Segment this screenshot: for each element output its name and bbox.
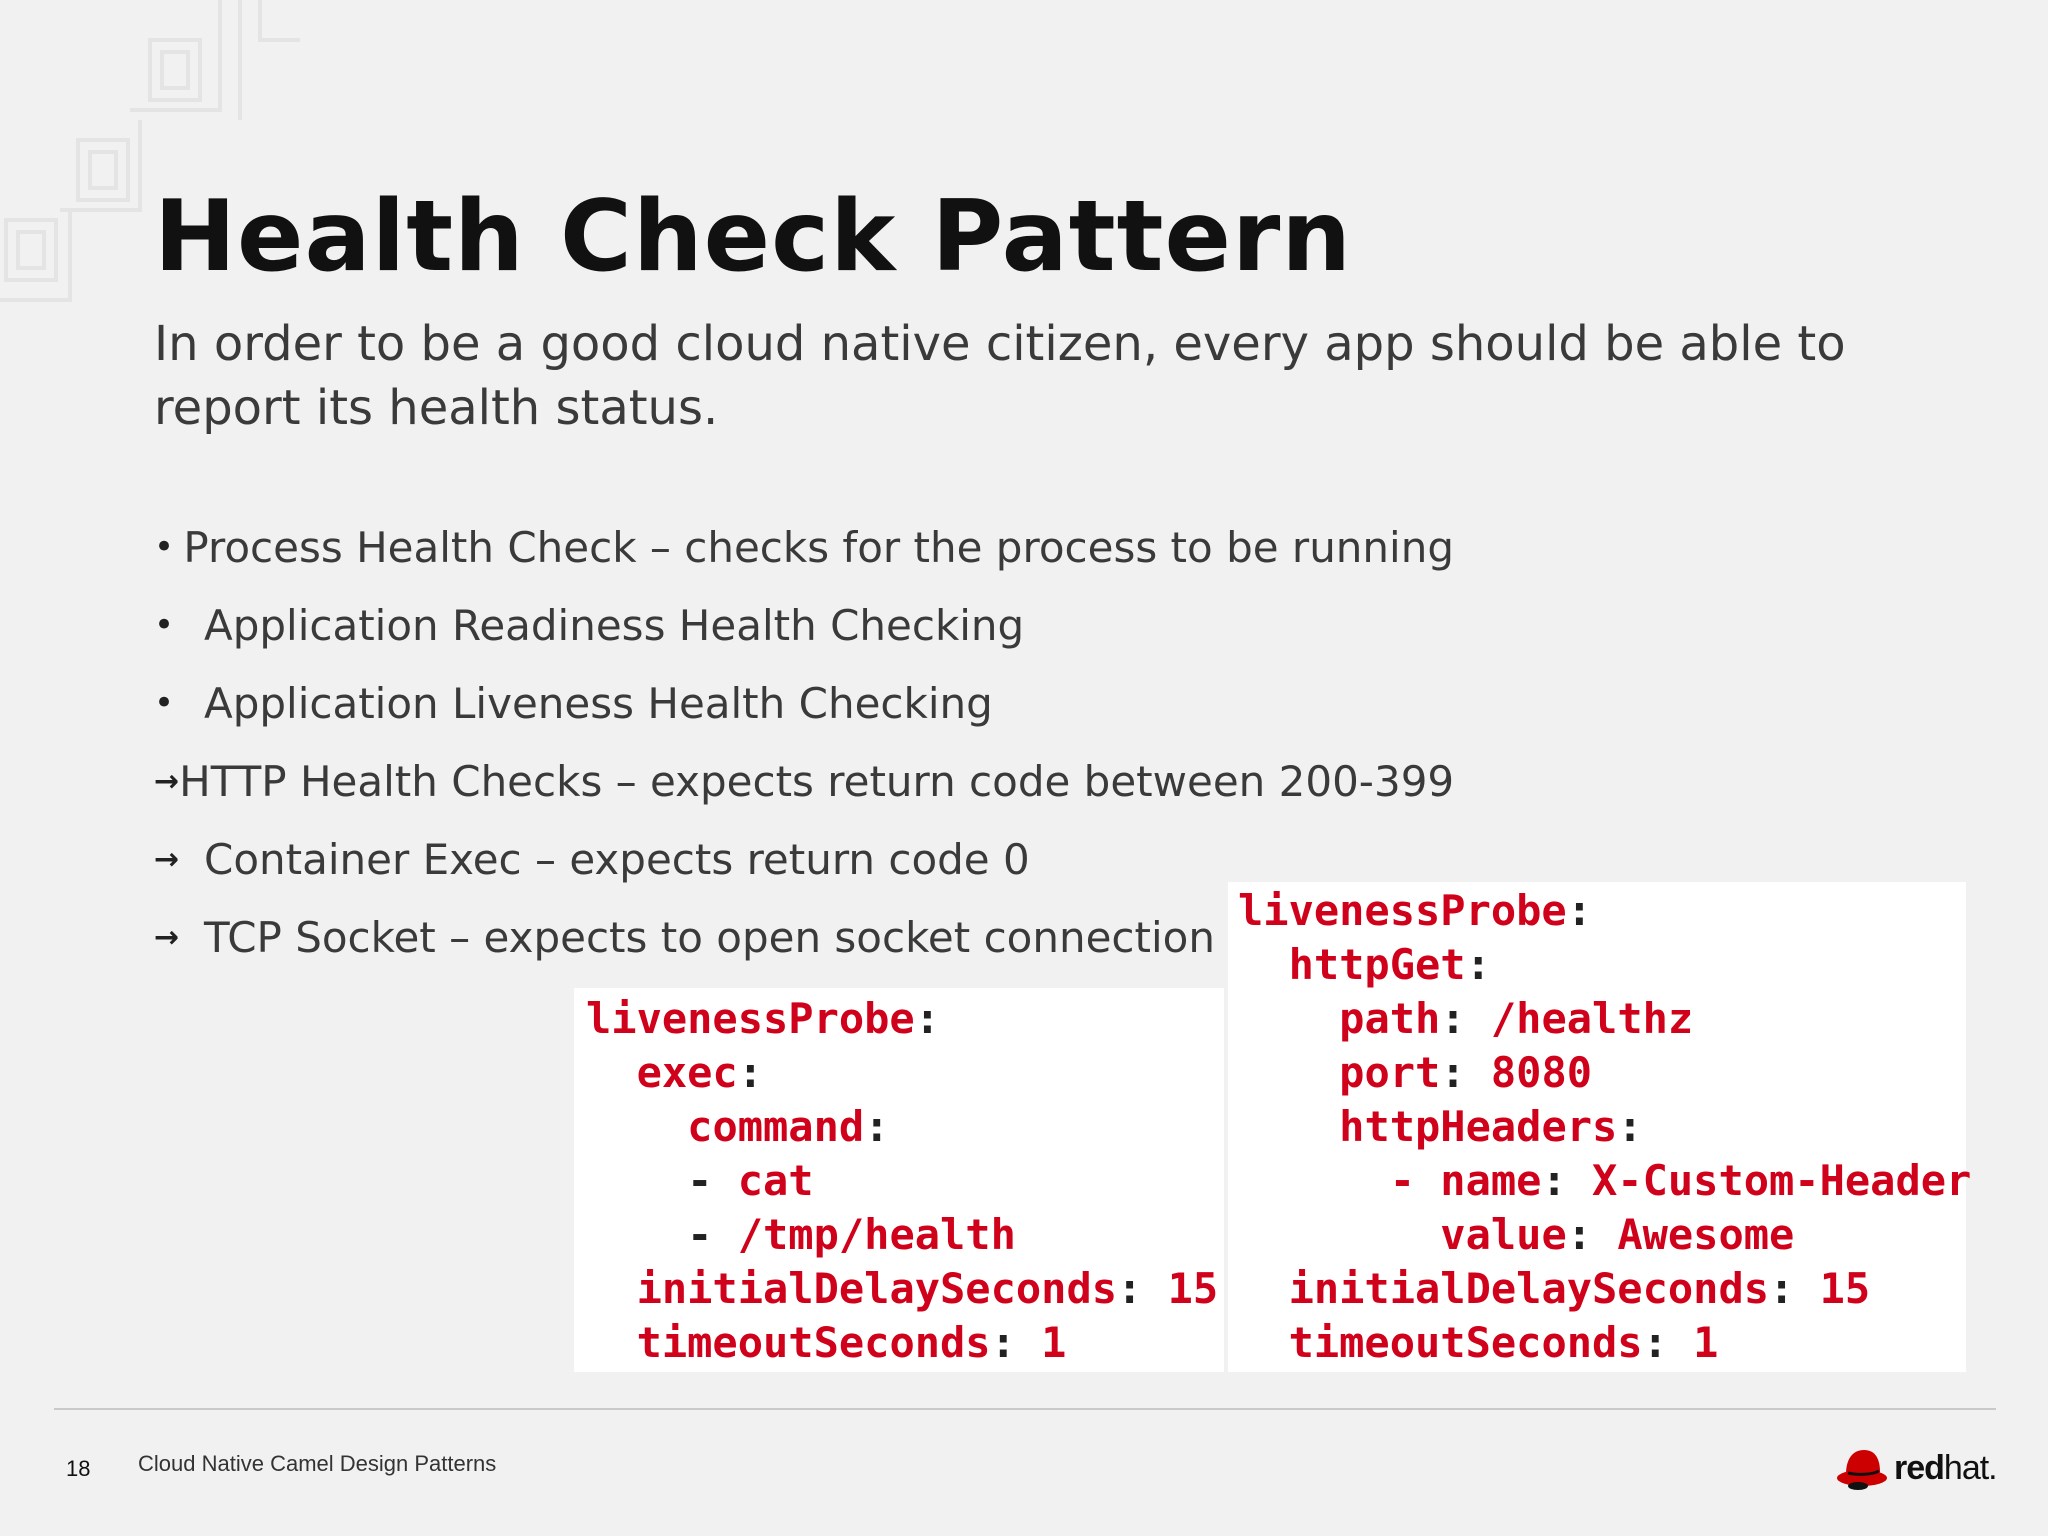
code-block-exec-probe [574, 988, 1224, 1372]
code-separator: : [1566, 1210, 1618, 1259]
code-separator: - [687, 1156, 738, 1205]
code-line [586, 1316, 1224, 1370]
code-separator: : [1566, 886, 1593, 935]
code-separator: : [737, 1048, 764, 1097]
code-key: path [1339, 994, 1441, 1043]
code-line [1238, 1208, 1966, 1262]
bullet-dot-icon: • [154, 527, 175, 567]
code-indent [1238, 1210, 1440, 1259]
code-key: livenessProbe [1238, 886, 1567, 935]
deck-title: Cloud Native Camel Design Patterns [138, 1451, 497, 1476]
code-value: /tmp/health [737, 1210, 1016, 1259]
code-separator: : [1117, 1264, 1168, 1313]
code-value: 1 [1693, 1318, 1719, 1367]
code-separator: : [1769, 1264, 1820, 1313]
bullet-text: HTTP Health Checks – expects return code between 200-399 [179, 756, 1455, 806]
brand-logo [1836, 1444, 1997, 1492]
code-separator: : [1617, 1102, 1643, 1151]
code-indent [1238, 994, 1339, 1043]
code-value: 15 [1819, 1264, 1871, 1313]
code-indent [1238, 1048, 1339, 1097]
bullet-text: TCP Socket – expects to open socket connection [204, 912, 1215, 962]
code-line [1238, 1100, 1966, 1154]
bullet-dot-icon: • [154, 605, 175, 645]
code-line [1238, 884, 1966, 938]
code-line [1238, 992, 1966, 1046]
code-line [586, 992, 1224, 1046]
code-indent [586, 1048, 637, 1097]
code-key: value [1440, 1210, 1567, 1259]
code-key: timeoutSeconds [636, 1318, 991, 1367]
code-indent [1238, 940, 1289, 989]
code-indent [1238, 1102, 1339, 1151]
redhat-shadowman-icon [1836, 1444, 1892, 1492]
code-indent [586, 1264, 637, 1313]
bullet-text: Application Readiness Health Checking [204, 600, 1025, 650]
bullet-item [154, 586, 1454, 664]
code-line [586, 1154, 1224, 1208]
code-separator: : [990, 1318, 1042, 1367]
code-line [586, 1262, 1224, 1316]
code-value: 15 [1167, 1264, 1219, 1313]
bullet-dot-icon: • [154, 683, 175, 723]
brand-wordmark-bold: red [1894, 1448, 1944, 1487]
code-indent [1238, 1156, 1390, 1205]
code-line [586, 1046, 1224, 1100]
code-key: httpHeaders [1339, 1102, 1618, 1151]
code-value: 8080 [1490, 1048, 1593, 1097]
code-indent [1238, 1264, 1289, 1313]
code-separator: : [1642, 1318, 1694, 1367]
code-separator: : [914, 994, 941, 1043]
code-separator: : [1541, 1156, 1593, 1205]
bullet-item [154, 508, 1454, 586]
code-key: httpGet [1288, 940, 1466, 989]
code-value: 1 [1041, 1318, 1067, 1367]
code-separator: - [687, 1210, 738, 1259]
code-value: X-Custom-Header [1592, 1156, 1972, 1205]
bullet-item [154, 742, 1454, 820]
arrow-right-icon: → [154, 919, 180, 955]
code-value: Awesome [1617, 1210, 1795, 1259]
code-key: initialDelaySeconds [1288, 1264, 1770, 1313]
page-title: Health Check Pattern [154, 180, 1353, 294]
code-key: timeoutSeconds [1288, 1318, 1643, 1367]
code-line [1238, 1262, 1966, 1316]
arrow-right-icon: → [154, 763, 180, 799]
code-key: port [1339, 1048, 1441, 1097]
code-line [586, 1100, 1224, 1154]
brand-wordmark-light: hat. [1943, 1448, 1997, 1487]
bullet-text: Container Exec – expects return code 0 [204, 834, 1030, 884]
code-key: command [687, 1102, 865, 1151]
code-key: livenessProbe [586, 994, 915, 1043]
code-indent [586, 1156, 687, 1205]
code-separator: : [864, 1102, 890, 1151]
arrow-right-icon: → [154, 841, 180, 877]
code-separator: : [1465, 940, 1491, 989]
code-value: cat [737, 1156, 814, 1205]
code-separator: : [1440, 994, 1491, 1043]
code-value: /healthz [1490, 994, 1694, 1043]
code-line [586, 1208, 1224, 1262]
code-line [1238, 1046, 1966, 1100]
code-separator: : [1440, 1048, 1491, 1097]
code-indent [586, 1210, 687, 1259]
code-block-http-probe [1228, 882, 1972, 1372]
code-key: exec [636, 1048, 738, 1097]
code-line [1238, 1154, 1972, 1208]
page-number: 18 [66, 1456, 91, 1481]
code-key: initialDelaySeconds [636, 1264, 1118, 1313]
code-line [1238, 938, 1966, 992]
code-line [1238, 1316, 1966, 1370]
bullet-item [154, 664, 1454, 742]
code-indent [1238, 1318, 1289, 1367]
code-indent [586, 1102, 687, 1151]
code-key: - name [1389, 1156, 1542, 1205]
code-indent [586, 1318, 637, 1367]
page-subtitle: In order to be a good cloud native citizen, every app should be able to report its health status. [154, 316, 1846, 436]
bullet-text: Process Health Check – checks for the process to be running [183, 522, 1454, 572]
footer-divider [54, 1408, 1996, 1410]
brand-wordmark [1894, 1449, 1997, 1488]
bullet-text: Application Liveness Health Checking [204, 678, 993, 728]
